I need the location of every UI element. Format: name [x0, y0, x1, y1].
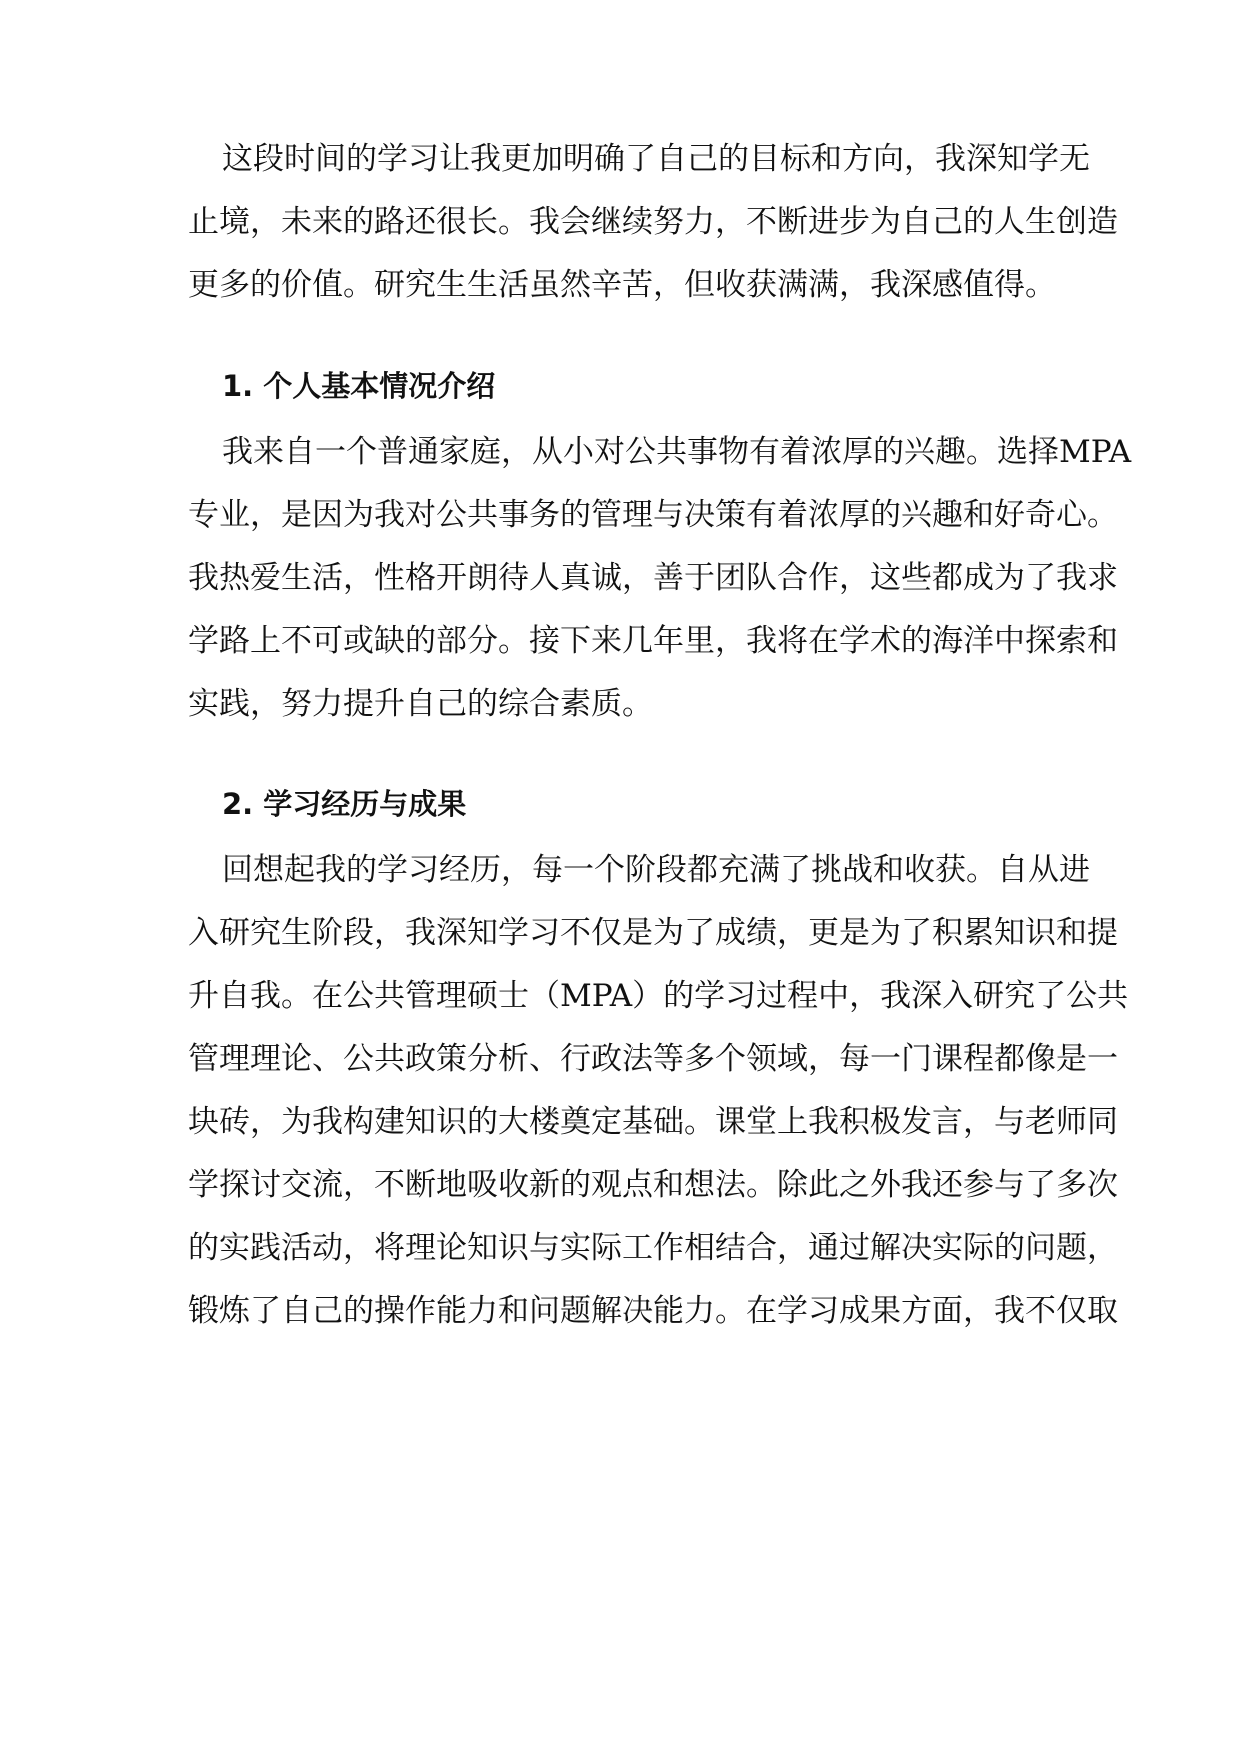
section-1-line-5: 实践，努力提升自己的综合素质。 [188, 686, 653, 722]
section-2-line-3: 升自我。在公共管理硕士（MPA）的学习过程中，我深入研究了公共 [188, 978, 1129, 1014]
intro-line-1: 这段时间的学习让我更加明确了自己的目标和方向，我深知学无 [222, 141, 1090, 177]
section-2-line-1: 回想起我的学习经历，每一个阶段都充满了挑战和收获。自从进 [222, 852, 1090, 888]
section-2-line-2: 入研究生阶段，我深知学习不仅是为了成绩，更是为了积累知识和提 [188, 915, 1118, 951]
section-2-line-6: 学探讨交流，不断地吸收新的观点和想法。除此之外我还参与了多次 [188, 1167, 1118, 1203]
section-1-line-3: 我热爱生活，性格开朗待人真诚，善于团队合作，这些都成为了我求 [188, 560, 1118, 596]
section-2-line-5: 块砖，为我构建知识的大楼奠定基础。课堂上我积极发言，与老师同 [188, 1104, 1118, 1140]
intro-line-2: 止境，未来的路还很长。我会继续努力，不断进步为自己的人生创造 [188, 204, 1118, 240]
section-2-line-4: 管理理论、公共政策分析、行政法等多个领域，每一门课程都像是一 [188, 1041, 1118, 1077]
section-2-heading: 2. 学习经历与成果 [222, 787, 467, 821]
section-1-line-1: 我来自一个普通家庭，从小对公共事物有着浓厚的兴趣。选择MPA [222, 434, 1132, 470]
intro-line-3: 更多的价值。研究生生活虽然辛苦，但收获满满，我深感值得。 [188, 267, 1056, 303]
section-1-line-2: 专业，是因为我对公共事务的管理与决策有着浓厚的兴趣和好奇心。 [188, 497, 1118, 533]
section-1-heading: 1. 个人基本情况介绍 [222, 369, 496, 403]
section-2-line-7: 的实践活动，将理论知识与实际工作相结合，通过解决实际的问题， [188, 1230, 1118, 1266]
section-2-line-8: 锻炼了自己的操作能力和问题解决能力。在学习成果方面，我不仅取 [188, 1293, 1118, 1329]
section-1-line-4: 学路上不可或缺的部分。接下来几年里，我将在学术的海洋中探索和 [188, 623, 1118, 659]
